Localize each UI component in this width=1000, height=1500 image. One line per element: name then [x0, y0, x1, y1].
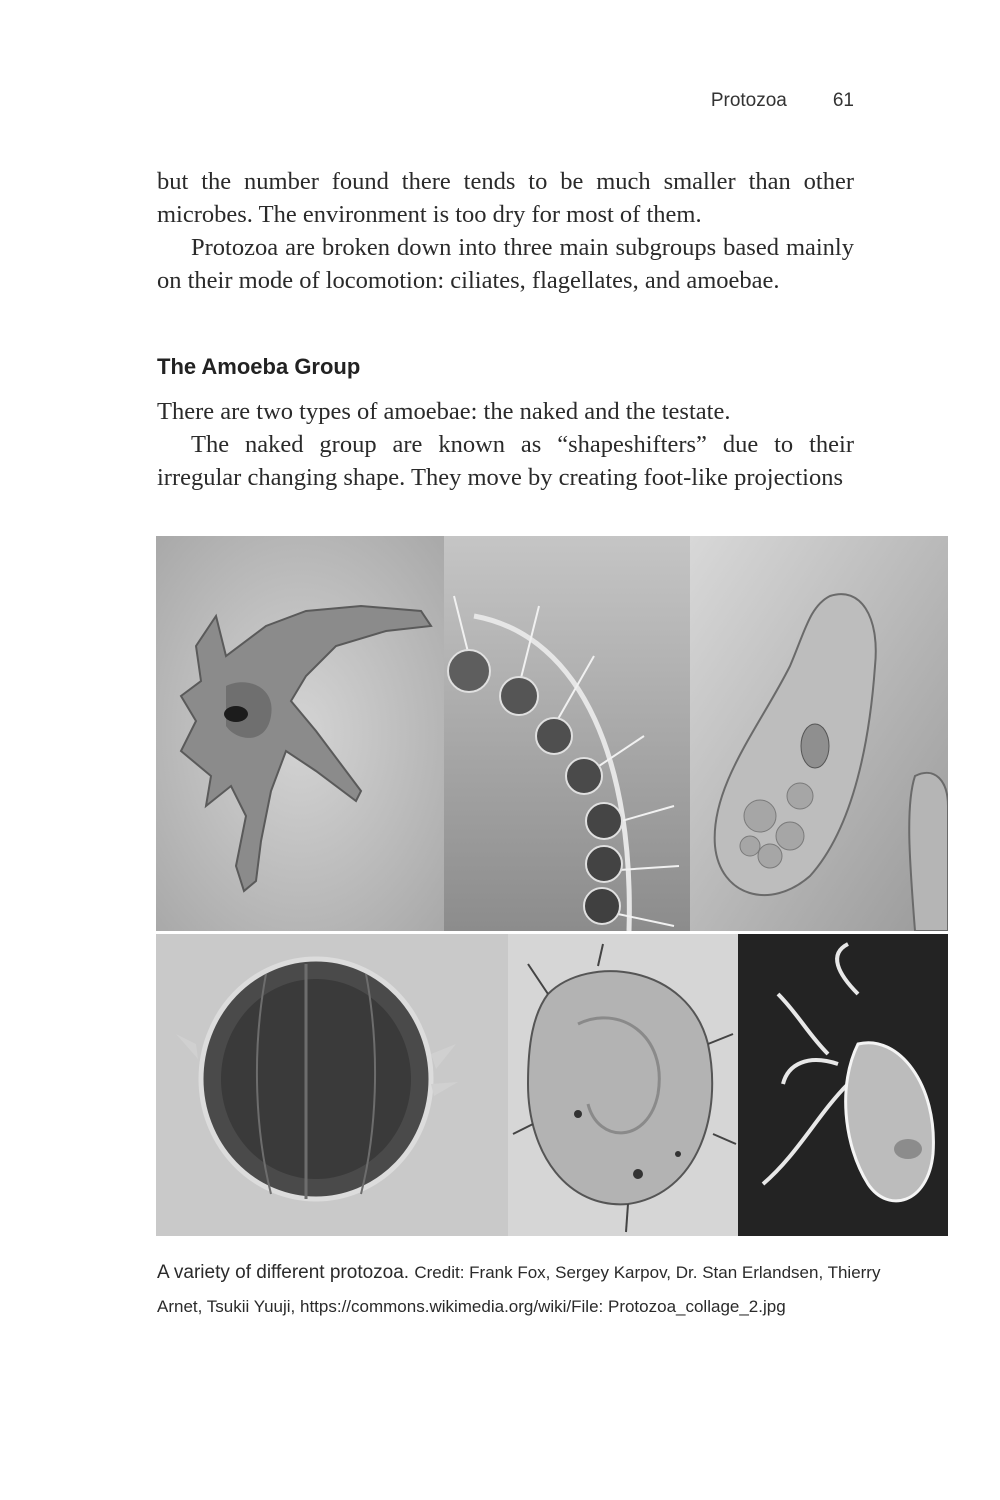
protozoa-collage — [156, 536, 948, 1236]
photo-ciliate — [690, 536, 948, 931]
photo-flagellate-colony — [444, 536, 690, 931]
photo-giardia — [738, 934, 948, 1236]
photo-spiny-protozoan — [508, 934, 738, 1236]
paragraph-continuation: but the number found there tends to be much smaller than other microbes. The environment is too dry for most of them. — [157, 168, 854, 228]
page-number: 61 — [832, 90, 854, 111]
body-text-top — [157, 165, 854, 297]
figure-caption — [157, 1256, 897, 1324]
paragraph-amoeba-types: There are two types of amoebae: the naked and the testate. — [157, 398, 731, 425]
caption-text: A variety of different protozoa. — [157, 1262, 410, 1283]
paragraph-subgroups: Protozoa are broken down into three main subgroups based mainly on their mode of locomotion: ciliates, flagellates, and amoebae. — [157, 234, 854, 294]
paragraph-naked-group: The naked group are known as “shapeshifters” due to their irregular changing shape. They move by creating foot-like projections — [157, 431, 854, 491]
running-head-section: Protozoa — [710, 90, 787, 111]
running-head — [0, 90, 854, 112]
body-text-amoeba — [157, 395, 854, 494]
caption-credit: Credit: Frank Fox, Sergey Karpov, Dr. Stan Erlandsen, Thierry Arnet, Tsukii Yuuji, https://commons.wikimedia.org/wiki/File: Protozoa_collage_2.jpg — [157, 1263, 881, 1316]
photo-testate-amoeba — [156, 934, 508, 1236]
section-heading: The Amoeba Group — [157, 354, 361, 379]
photo-amoeba — [156, 536, 444, 931]
